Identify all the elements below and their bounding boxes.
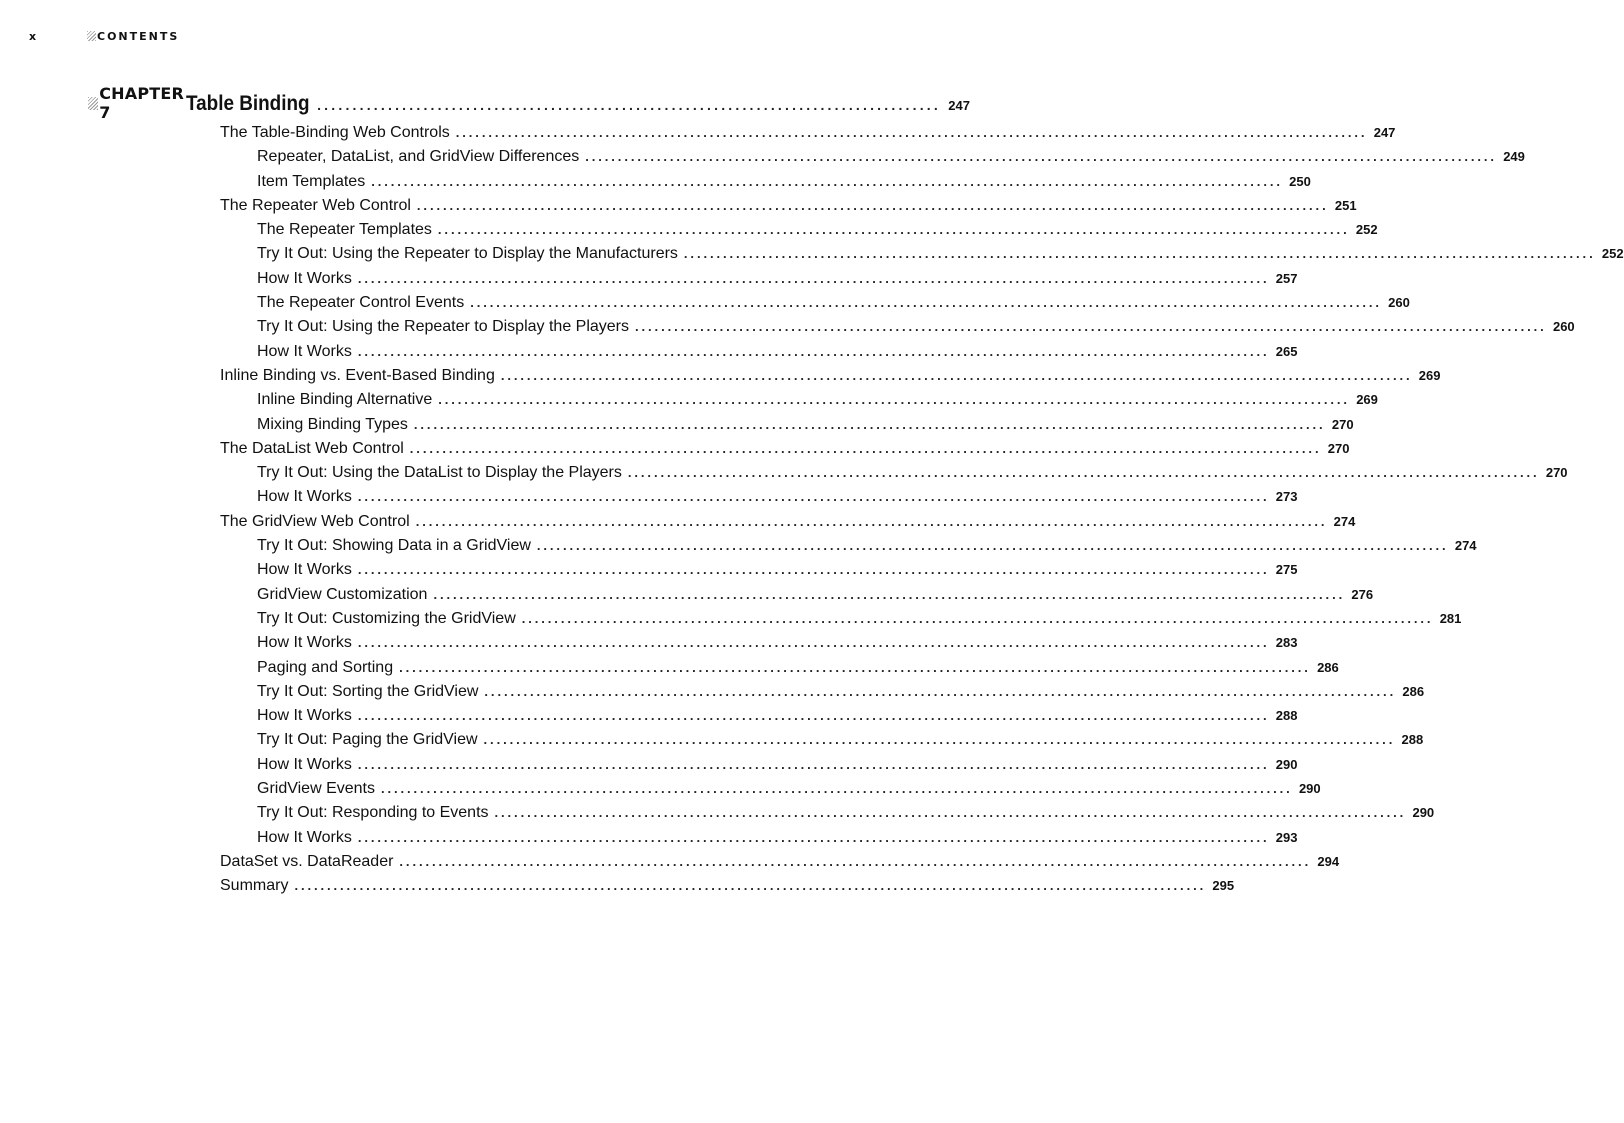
dot-leader: ............................................................................................................................................	[357, 829, 1270, 845]
running-header	[29, 29, 179, 43]
dot-leader: ............................................................................................................................................	[536, 538, 1449, 554]
hatch-mark-icon	[87, 31, 96, 41]
toc-subentry	[220, 148, 1525, 172]
dot-leader: ............................................................................................................................................	[399, 659, 1311, 675]
chapter-title: Table Binding	[185, 91, 310, 115]
toc-entry-title: Summary	[220, 877, 289, 895]
toc-entry-title: How It Works	[257, 828, 352, 846]
toc-entry-page: 274	[1333, 513, 1356, 529]
hatch-mark-icon	[88, 97, 98, 110]
toc-subentry	[220, 294, 1410, 318]
toc-entry-page: 288	[1401, 732, 1424, 748]
dot-leader: ............................................................................................................................................	[357, 562, 1270, 578]
toc-entry-title: How It Works	[257, 269, 352, 287]
toc-subentry	[220, 537, 1477, 561]
toc-entry-title: How It Works	[257, 707, 352, 725]
toc-subentry	[220, 391, 1378, 415]
toc-entry-page: 276	[1351, 586, 1374, 602]
toc-entry-page: 269	[1356, 392, 1378, 408]
toc-entry-title: Try It Out: Sorting the GridView	[257, 682, 479, 700]
toc-entry-page: 275	[1275, 562, 1298, 578]
header-section-title: CONTENTS	[97, 29, 180, 43]
dot-leader: ............................................................................................................................................	[380, 781, 1293, 797]
toc-entry-page: 295	[1212, 878, 1235, 894]
dot-leader: ............................................................................................................................................	[433, 586, 1346, 602]
toc-entry-title: The Repeater Templates	[257, 221, 432, 239]
toc-entry-page: 260	[1388, 295, 1410, 311]
toc-entry-title: The Repeater Control Events	[257, 294, 465, 312]
toc-entry-page: 269	[1418, 367, 1441, 383]
toc-entry	[220, 124, 1396, 148]
toc-entry-title: Inline Binding vs. Event-Based Binding	[220, 366, 495, 384]
toc-entry-title: Repeater, DataList, and GridView Differences	[257, 148, 580, 166]
toc-entry-title: DataSet vs. DataReader	[220, 852, 394, 870]
dot-leader: ............................................................................................................................................	[357, 756, 1270, 772]
toc-entry-title: GridView Customization	[257, 585, 428, 603]
toc-subentry	[220, 221, 1378, 245]
toc-subentry	[220, 828, 1298, 853]
toc-entry-title: Try It Out: Showing Data in a GridView	[257, 537, 531, 555]
toc-entry-page: 294	[1317, 853, 1340, 869]
dot-leader: ............................................................................................................................................	[416, 197, 1329, 213]
toc-entry-title: Try It Out: Responding to Events	[257, 804, 489, 822]
dot-leader: ............................................................................................................................................	[409, 440, 1322, 456]
dot-leader: ............................................................................................................................................	[294, 878, 1207, 894]
dot-leader: ............................................................................................................................................	[494, 805, 1407, 821]
toc-entry-title: Try It Out: Using the Repeater to Display the Players	[257, 318, 630, 336]
toc-subentry	[220, 780, 1321, 804]
toc-entry-title: How It Works	[257, 342, 352, 360]
toc-subentry	[220, 342, 1298, 367]
dot-leader: ............................................................................................................................................	[521, 610, 1434, 626]
toc-entry-page: 290	[1412, 805, 1435, 821]
dot-leader: ............................................................................................................................................	[683, 246, 1596, 262]
toc-entry-title: Inline Binding Alternative	[257, 391, 433, 409]
dot-leader: ............................................................................................................................................	[500, 367, 1413, 383]
toc-entry-title: GridView Events	[257, 780, 375, 798]
dot-leader: ............................................................................................................................................	[470, 295, 1382, 311]
toc-subentry	[220, 464, 1568, 488]
toc-entry-title: How It Works	[257, 561, 352, 579]
toc-entry-page: 265	[1275, 343, 1298, 359]
toc-entry-page: 270	[1327, 440, 1350, 456]
toc-entry-page: 250	[1289, 173, 1311, 189]
toc-entry	[220, 852, 1340, 877]
dot-leader: ........................................................................................	[317, 96, 941, 113]
dot-leader: ............................................................................................................................................	[413, 416, 1326, 432]
toc-entry-page: 286	[1402, 683, 1425, 699]
chapter-label: CHAPTER 7	[99, 84, 185, 122]
toc-entry-title: How It Works	[257, 755, 352, 773]
toc-entry-title: The Repeater Web Control	[220, 196, 411, 214]
toc-entry-title: Paging and Sorting	[257, 658, 394, 676]
toc-entry-page: 260	[1552, 319, 1575, 335]
dot-leader: ............................................................................................................................................	[357, 489, 1270, 505]
dot-leader: ............................................................................................................................................	[455, 125, 1368, 140]
toc-subentry	[220, 731, 1424, 755]
dot-leader: ............................................................................................................................................	[437, 222, 1350, 238]
toc-entry-title: Try It Out: Paging the GridView	[257, 731, 478, 749]
toc-entry-page: 270	[1331, 416, 1354, 432]
toc-subentry	[220, 172, 1311, 197]
toc-subentry	[220, 609, 1462, 634]
toc-subentry	[220, 658, 1339, 683]
toc-subentry	[220, 561, 1298, 585]
dot-leader: ............................................................................................................................................	[357, 635, 1270, 651]
toc-entry-title: Try It Out: Customizing the GridView	[257, 609, 516, 627]
toc-entry-page: 290	[1275, 756, 1298, 772]
dot-leader: ............................................................................................................................................	[438, 392, 1350, 408]
toc-subentry	[220, 707, 1298, 731]
toc-subentry	[220, 415, 1354, 440]
toc-entry-list	[220, 124, 1624, 902]
toc-subentry	[220, 682, 1425, 707]
toc-entry-page: 293	[1275, 829, 1298, 845]
toc-subentry	[220, 488, 1298, 512]
dot-leader: ............................................................................................................................................	[635, 319, 1547, 335]
toc-entry-page: 286	[1317, 659, 1339, 675]
toc-entry-title: The Table-Binding Web Controls	[220, 124, 450, 141]
toc-entry-page: 249	[1503, 149, 1525, 165]
toc-entry	[220, 439, 1350, 464]
dot-leader: ............................................................................................................................................	[484, 683, 1397, 699]
toc-entry-title: Try It Out: Using the Repeater to Display the Manufacturers	[257, 245, 678, 263]
chapter-heading	[88, 84, 970, 122]
toc-entry-page: 283	[1275, 635, 1298, 651]
toc-entry-page: 273	[1275, 489, 1298, 505]
toc-subentry	[220, 804, 1435, 828]
toc-subentry	[220, 634, 1298, 658]
dot-leader: ............................................................................................................................................	[371, 173, 1283, 189]
chapter-label-wrap	[88, 84, 186, 122]
dot-leader: ............................................................................................................................................	[399, 853, 1312, 869]
toc-entry-title: The GridView Web Control	[220, 512, 410, 530]
toc-entry-title: How It Works	[257, 634, 352, 652]
toc-entry-page: 247	[1373, 125, 1396, 140]
toc-entry-page: 252	[1601, 246, 1624, 262]
toc-entry-title: Item Templates	[257, 172, 366, 190]
toc-entry-page: 251	[1334, 197, 1357, 213]
toc-subentry	[220, 755, 1298, 780]
toc-entry-title: Mixing Binding Types	[257, 415, 408, 433]
chapter-page-number: 247	[948, 97, 970, 113]
dot-leader: ............................................................................................................................................	[585, 149, 1497, 165]
toc-entry-page: 274	[1454, 538, 1477, 554]
toc-entry-page: 288	[1275, 708, 1298, 724]
toc-entry-page: 270	[1545, 465, 1568, 481]
toc-entry	[220, 877, 1235, 901]
toc-subentry	[220, 585, 1374, 610]
toc-entry-page: 290	[1298, 781, 1321, 797]
dot-leader: ............................................................................................................................................	[357, 343, 1270, 359]
toc-entry-page: 281	[1439, 610, 1462, 626]
dot-leader: ............................................................................................................................................	[483, 732, 1396, 748]
toc-entry-page: 257	[1275, 270, 1298, 286]
toc-entry-title: Try It Out: Using the DataList to Display the Players	[257, 464, 622, 482]
dot-leader: ............................................................................................................................................	[357, 270, 1270, 286]
toc-entry-title: The DataList Web Control	[220, 439, 404, 457]
toc-subentry	[220, 245, 1624, 269]
toc-subentry	[220, 318, 1575, 342]
dot-leader: ............................................................................................................................................	[357, 708, 1270, 724]
toc-entry-page: 252	[1355, 222, 1378, 238]
toc-entry	[220, 196, 1357, 221]
toc-entry	[220, 512, 1356, 537]
toc-subentry	[220, 269, 1298, 294]
page-number: x	[29, 29, 39, 43]
toc-entry	[220, 366, 1441, 391]
dot-leader: ............................................................................................................................................	[415, 513, 1328, 529]
toc-entry-title: How It Works	[257, 488, 352, 506]
dot-leader: ............................................................................................................................................	[627, 465, 1540, 481]
